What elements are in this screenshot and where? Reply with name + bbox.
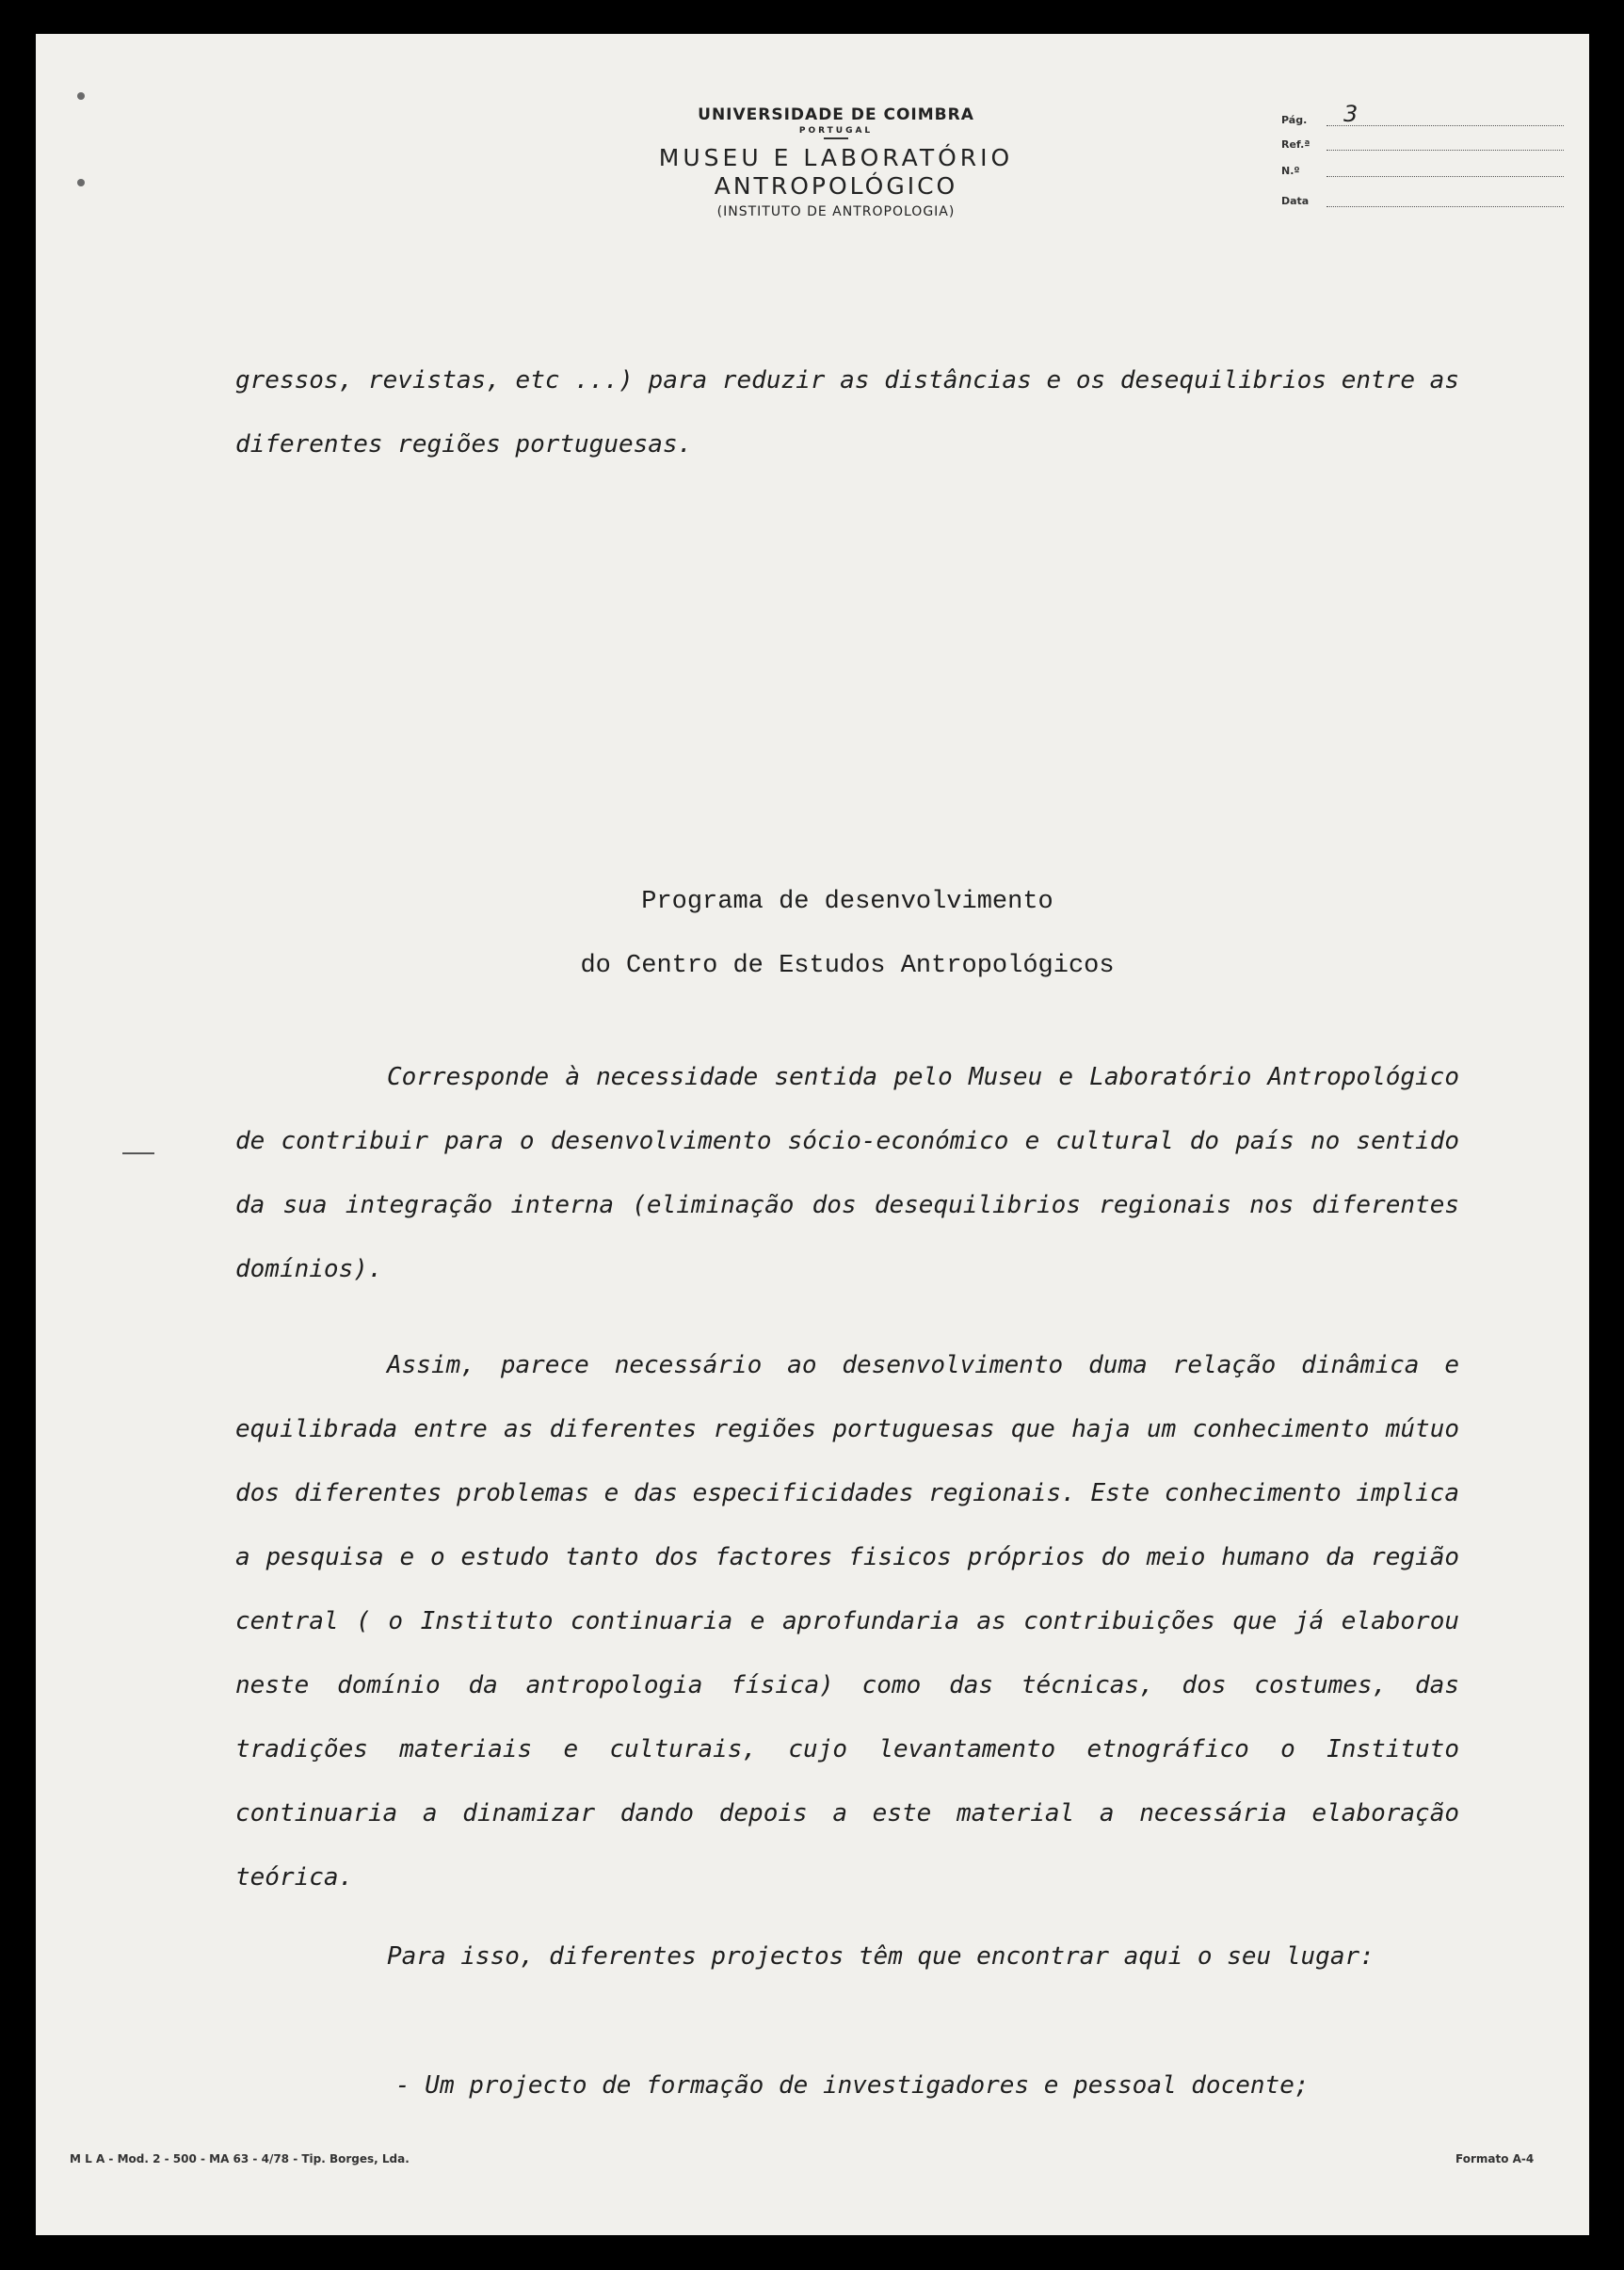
country-name: PORTUGAL	[798, 126, 874, 136]
paper-format: Formato A-4	[1455, 2152, 1535, 2165]
body-paragraph-1: Corresponde à necessidade sentida pelo Museu e Laboratório Antropológico de contribuir para o desenvolvimento sócio-económico e cultural do país no sentido da sua integração interna (eliminação dos desequilibrios regionais nos diferentes domínios).	[235, 1063, 1459, 1283]
intro-paragraph: gressos, revistas, etc ...) para reduzir as distâncias e os desequilibrios entre as diferentes regiões portuguesas.	[235, 366, 1459, 459]
form-code: M L A - Mod. 2 - 500 - MA 63 - 4/78 - Tip. Borges, Lda.	[70, 2152, 410, 2165]
date-label: Data	[1281, 195, 1310, 207]
punch-hole-bottom	[77, 179, 85, 186]
reference-field-line	[1327, 150, 1564, 151]
page-label: Pág.	[1281, 114, 1308, 126]
date-field-line	[1327, 206, 1564, 207]
date-field	[1281, 190, 1564, 209]
reference-label: Ref.ª	[1281, 138, 1310, 151]
museum-name-line1: MUSEU E LABORATÓRIO	[658, 144, 1014, 171]
body-paragraph-2: Assim, parece necessário ao desenvolvimento duma relação dinâmica e equilibrada entre as diferentes regiões portuguesas que haja um conhecimento mútuo dos diferentes problemas e das especificidades regionais. Este conhecimento implica a pesquisa e o estudo tanto dos factores fisicos próprios do meio humano da região central ( o Instituto continuaria e aprofundaria as contribuições que já elaborou neste domínio da antropologia física) como das técnicas, dos costumes, das tradições materiais e culturais, cujo levantamento etnográfico o Instituto continuaria a dinamizar dando depois a este material a necessária elaboração teórica.	[235, 1351, 1459, 1892]
number-field-line	[1327, 176, 1564, 177]
list-item: - Um projecto de formação de investigadores e pessoal docente;	[395, 2071, 1310, 2100]
section-heading-line2: do Centro de Estudos Antropológicos	[580, 952, 1115, 980]
letterhead-rule	[824, 137, 848, 139]
document-page	[36, 34, 1589, 2235]
reference-field	[1281, 134, 1564, 153]
museum-name-line2: ANTROPOLÓGICO	[714, 172, 958, 200]
institute-name: (INSTITUTO DE ANTROPOLOGIA)	[716, 204, 956, 219]
number-label: N.º	[1281, 165, 1300, 177]
page-field-line	[1327, 125, 1564, 126]
university-name: UNIVERSIDADE DE COIMBRA	[698, 105, 974, 124]
margin-mark	[122, 1152, 154, 1154]
punch-hole-top	[77, 92, 85, 100]
section-heading-line1: Programa de desenvolvimento	[641, 888, 1053, 916]
page-number-field	[1281, 101, 1564, 128]
number-field	[1281, 160, 1564, 179]
page-number: 3	[1343, 101, 1359, 127]
body-paragraph-3: Para isso, diferentes projectos têm que encontrar aqui o seu lugar:	[387, 1942, 1375, 1971]
letterhead	[601, 105, 1071, 219]
